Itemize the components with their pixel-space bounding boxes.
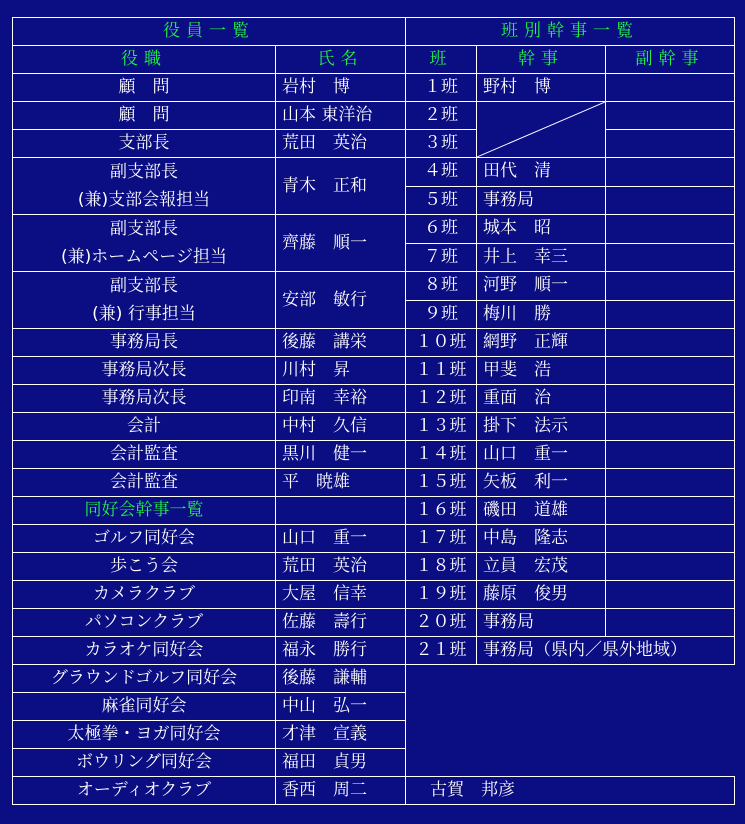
group-secretary: 事務局（県内／県外地域）: [477, 637, 735, 665]
group-secretary: 野村 博: [477, 74, 606, 102]
group-deputy: [606, 300, 735, 329]
col-name-header: 氏名: [276, 46, 406, 74]
group-secretary: 矢板 利一: [477, 469, 606, 497]
table-row: [13, 74, 735, 102]
club-name: ボウリング同好会: [13, 749, 276, 777]
table-row: [13, 469, 735, 497]
club-name: グラウンドゴルフ同好会: [13, 665, 276, 693]
group-number: ４班: [406, 158, 477, 187]
empty-area: [406, 721, 735, 749]
group-secretary: 立員 宏茂: [477, 553, 606, 581]
officer-name: 岩村 博: [276, 74, 406, 102]
club-name: 歩こう会: [13, 553, 276, 581]
group-number: １７班: [406, 525, 477, 553]
group-number: １８班: [406, 553, 477, 581]
group-secretary: 藤原 俊男: [477, 581, 606, 609]
group-deputy: [606, 130, 735, 158]
col-role-header: 役職: [13, 46, 276, 74]
group-number: １６班: [406, 497, 477, 525]
officer-role: 会計監査: [13, 469, 276, 497]
col-deputy-header: 副幹事: [606, 46, 735, 74]
group-deputy: [606, 74, 735, 102]
group-secretary: 梅川 勝: [477, 300, 606, 329]
officer-name: 平 暁雄: [276, 469, 406, 497]
officer-name: 荒田 英治: [276, 130, 406, 158]
club-secretary: 後藤 謙輔: [276, 665, 406, 693]
group-secretary: 網野 正輝: [477, 329, 606, 357]
officers-title: 役員一覧: [13, 18, 406, 46]
club-secretary: 山口 重一: [276, 525, 406, 553]
group-secretary: 山口 重一: [477, 441, 606, 469]
group-deputy: [606, 186, 735, 215]
officer-role: [13, 215, 276, 272]
group-number: １班: [406, 74, 477, 102]
table-row: [13, 553, 735, 581]
table-row: [13, 329, 735, 357]
group-deputy: [606, 553, 735, 581]
table-row: [13, 721, 735, 749]
officer-name: 安部 敏行: [276, 272, 406, 329]
officer-role-line: (兼)支部会報担当: [77, 190, 211, 210]
group-deputy: [606, 102, 735, 130]
group-deputy: [606, 385, 735, 413]
group-deputy: [606, 243, 735, 272]
table-row: [13, 749, 735, 777]
table-row: [13, 777, 735, 805]
club-secretary: 大屋 信幸: [276, 581, 406, 609]
table-row: [13, 693, 735, 721]
groups-title: 班別幹事一覧: [406, 18, 735, 46]
officer-role: 顧 問: [13, 74, 276, 102]
officer-name: 青木 正和: [276, 158, 406, 215]
officer-name: 山本 東洋治: [276, 102, 406, 130]
club-name: カメラクラブ: [13, 581, 276, 609]
group-secretary: 重面 治: [477, 385, 606, 413]
group-deputy: [606, 329, 735, 357]
table-row: [13, 441, 735, 469]
group-number: １９班: [406, 581, 477, 609]
group-deputy: [606, 469, 735, 497]
group-secretary: 事務局: [477, 609, 606, 637]
group-number: ８班: [406, 272, 477, 301]
group-secretary: 事務局: [477, 186, 606, 215]
group-deputy: [606, 357, 735, 385]
group-number: １１班: [406, 357, 477, 385]
group-deputy: [606, 158, 735, 187]
group-secretary: 河野 順一: [477, 272, 606, 301]
group-secretary: 甲斐 浩: [477, 357, 606, 385]
officer-role-line: (兼)ホームページ担当: [61, 247, 227, 267]
table-row: [13, 609, 735, 637]
officer-role-line: 副支部長: [110, 276, 178, 296]
club-secretary: 福永 勝行: [276, 637, 406, 665]
officer-role-line: (兼) 行事担当: [92, 304, 196, 324]
group-deputy: [606, 441, 735, 469]
group-deputy: [606, 272, 735, 301]
table-row: [13, 130, 735, 158]
table-row: [13, 497, 735, 525]
club-secretary: 佐藤 壽行: [276, 609, 406, 637]
group-secretary: 城本 昭: [477, 215, 606, 244]
officer-name: 中村 久信: [276, 413, 406, 441]
officer-name: 齊藤 順一: [276, 215, 406, 272]
club-name: パソコンクラブ: [13, 609, 276, 637]
club-name: カラオケ同好会: [13, 637, 276, 665]
officer-role: 事務局長: [13, 329, 276, 357]
diagonal-blank-cell: [477, 102, 606, 158]
group-secretary: 田代 清: [477, 158, 606, 187]
group-number: １５班: [406, 469, 477, 497]
table-row: [13, 385, 735, 413]
club-name: ゴルフ同好会: [13, 525, 276, 553]
officer-role: 会計: [13, 413, 276, 441]
officer-role: [13, 158, 276, 215]
table-row: [13, 581, 735, 609]
table-row: [13, 637, 735, 665]
group-number: １０班: [406, 329, 477, 357]
group-number: ６班: [406, 215, 477, 244]
table-row: [13, 357, 735, 385]
officer-name: 川村 昇: [276, 357, 406, 385]
group-number: ２０班: [406, 609, 477, 637]
table-row: [13, 215, 735, 244]
footer-name: 古賀 邦彦: [406, 777, 735, 805]
club-name: 太極拳・ヨガ同好会: [13, 721, 276, 749]
club-name: 麻雀同好会: [13, 693, 276, 721]
table-row: [13, 665, 735, 693]
title-row: [13, 18, 735, 46]
diagonal-line: [477, 102, 605, 157]
officer-role: 事務局次長: [13, 357, 276, 385]
table-row: [13, 158, 735, 187]
group-number: ５班: [406, 186, 477, 215]
group-deputy: [606, 215, 735, 244]
officer-role-line: 副支部長: [110, 162, 178, 182]
officer-name: 後藤 講栄: [276, 329, 406, 357]
empty-area: [406, 693, 735, 721]
table-row: [13, 272, 735, 301]
table-row: [13, 525, 735, 553]
group-secretary: 井上 幸三: [477, 243, 606, 272]
group-deputy: [606, 413, 735, 441]
empty-area: [406, 665, 735, 693]
col-group-header: 班: [406, 46, 477, 74]
group-number: １３班: [406, 413, 477, 441]
col-secretary-header: 幹事: [477, 46, 606, 74]
officer-name: 黒川 健一: [276, 441, 406, 469]
group-number: ９班: [406, 300, 477, 329]
group-secretary: 掛下 法示: [477, 413, 606, 441]
table-row: [13, 102, 735, 130]
officer-role: [13, 272, 276, 329]
officer-role: 支部長: [13, 130, 276, 158]
officer-role: 顧 問: [13, 102, 276, 130]
roster-table: [12, 17, 735, 805]
group-number: ２班: [406, 102, 477, 130]
group-deputy: [606, 497, 735, 525]
clubs-title-blank: [276, 497, 406, 525]
officer-name: 印南 幸裕: [276, 385, 406, 413]
group-secretary: 磯田 道雄: [477, 497, 606, 525]
officer-role: 会計監査: [13, 441, 276, 469]
club-secretary: 荒田 英治: [276, 553, 406, 581]
group-number: １２班: [406, 385, 477, 413]
group-deputy: [606, 609, 735, 637]
club-name: オーディオクラブ: [13, 777, 276, 805]
club-secretary: 中山 弘一: [276, 693, 406, 721]
empty-area: [406, 749, 735, 777]
club-secretary: 才津 宣義: [276, 721, 406, 749]
officer-role: 事務局次長: [13, 385, 276, 413]
table-row: [13, 413, 735, 441]
officer-role-line: 副支部長: [110, 219, 178, 239]
group-number: ７班: [406, 243, 477, 272]
clubs-title: 同好会幹事一覧: [13, 497, 276, 525]
column-header-row: [13, 46, 735, 74]
club-secretary: 香西 周二: [276, 777, 406, 805]
group-deputy: [606, 581, 735, 609]
group-deputy: [606, 525, 735, 553]
group-number: ３班: [406, 130, 477, 158]
group-secretary: 中島 隆志: [477, 525, 606, 553]
club-secretary: 福田 貞男: [276, 749, 406, 777]
group-number: ２１班: [406, 637, 477, 665]
group-number: １４班: [406, 441, 477, 469]
